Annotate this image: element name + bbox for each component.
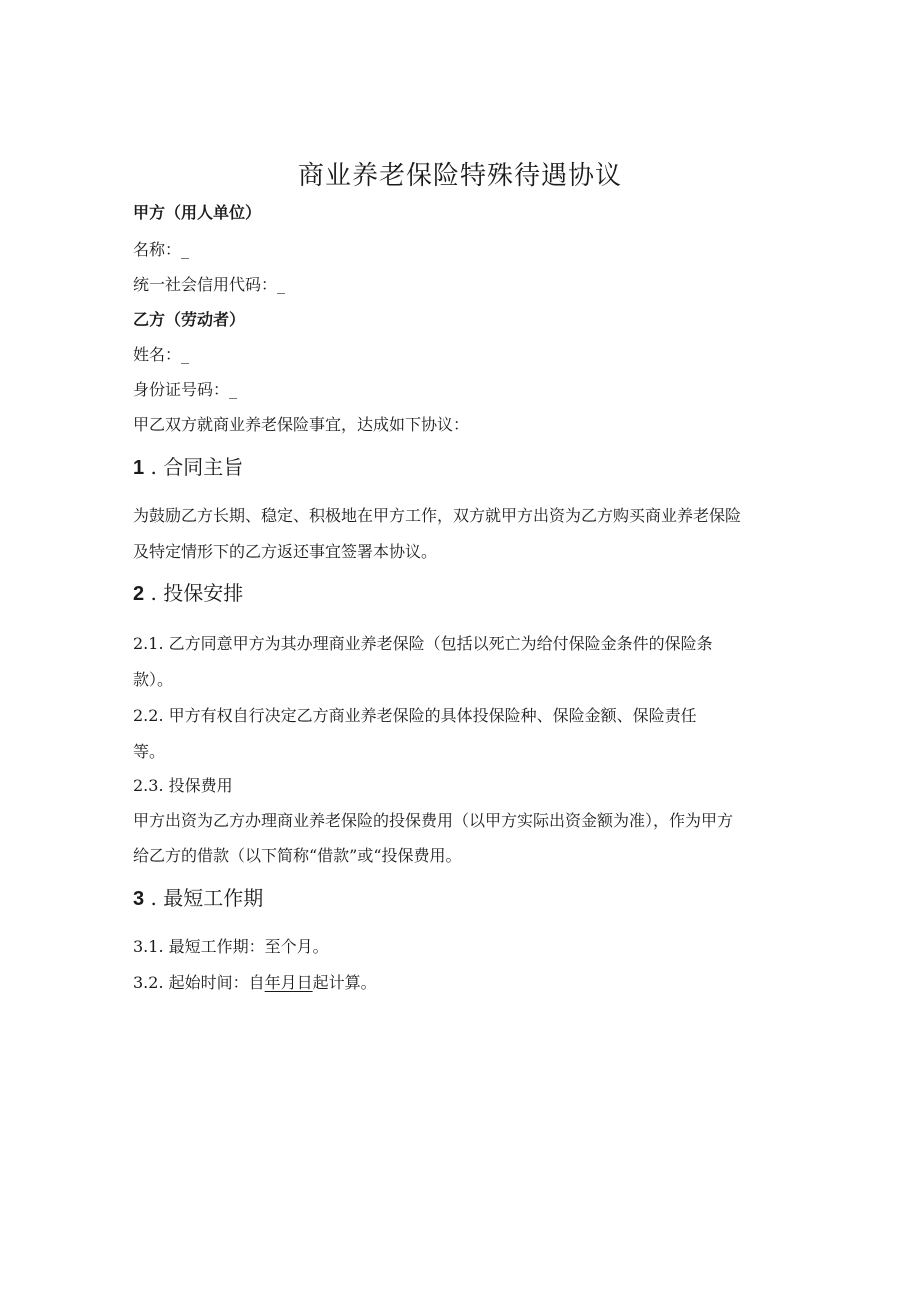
party-a-heading: 甲方（用人单位） (133, 203, 262, 222)
section-2-line: 2.1. 乙方同意甲方为其办理商业养老保险（包括以死亡为给付保险金条件的保险条 (133, 634, 713, 653)
section-number: 3 (133, 888, 145, 910)
party-a-name-line: 名称：_ (133, 240, 190, 259)
section-2-line: 甲方出资为乙方办理商业养老保险的投保费用（以甲方实际出资金额为准），作为甲方 (133, 811, 734, 830)
section-1-paragraph-line: 及特定情形下的乙方返还事宜签署本协议。 (133, 542, 438, 561)
party-b-heading: 乙方（劳动者） (133, 310, 246, 329)
section-2-line: 2.2. 甲方有权自行决定乙方商业养老保险的具体投保险种、保险金额、保险责任 (133, 706, 697, 725)
section-2-line: 2.3. 投保费用 (133, 776, 233, 795)
party-a-credit-code-line: 统一社会信用代码：_ (133, 275, 286, 294)
section-title: . 合同主旨 (144, 455, 244, 479)
section-title: . 投保安排 (144, 581, 244, 605)
section-number: 1 (133, 457, 145, 479)
start-time-prefix: 3.2. 起始时间：自 (133, 973, 265, 992)
document-title: 商业养老保险特殊待遇协议 (297, 161, 622, 191)
party-b-id-line: 身份证号码：_ (133, 380, 238, 399)
section-title: . 最短工作期 (144, 886, 264, 910)
section-3-line: 3.1. 最短工作期：至个月。 (133, 937, 329, 956)
party-b-name-line: 姓名：_ (133, 345, 190, 364)
intro-text: 甲乙双方就商业养老保险事宜，达成如下协议： (133, 415, 470, 434)
start-time-suffix: 起计算。 (312, 973, 377, 992)
section-2-line: 款）。 (133, 670, 174, 689)
section-2-line: 给乙方的借款（以下简称“借款”或“投保费用。 (133, 846, 462, 865)
section-1-heading (133, 455, 243, 480)
section-1-paragraph-line: 为鼓励乙方长期、稳定、积极地在甲方工作，双方就甲方出资为乙方购买商业养老保险 (133, 506, 742, 525)
start-date-blank: 年月日 (264, 973, 313, 992)
section-2-line: 等。 (133, 742, 166, 761)
section-number: 2 (133, 583, 145, 605)
section-3-heading (133, 886, 263, 911)
section-2-heading (133, 581, 243, 606)
section-3-start-time-line (133, 973, 377, 993)
